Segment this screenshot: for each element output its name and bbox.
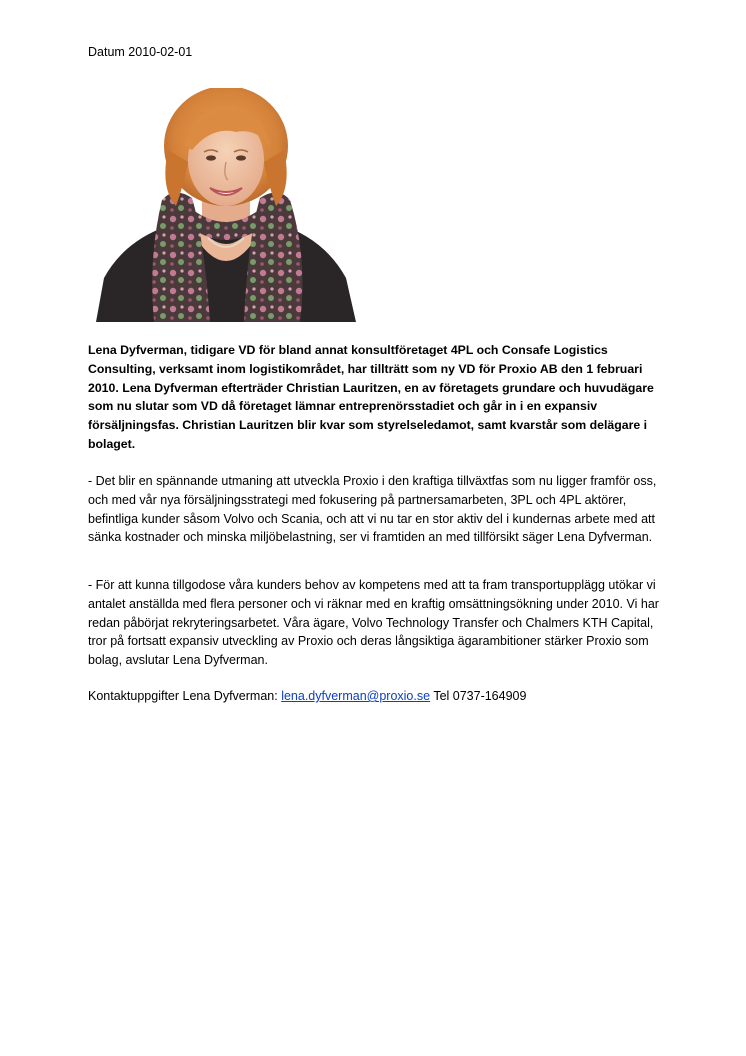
quote-paragraph-2: - För att kunna tillgodose våra kunders behov av kompetens med att ta fram transportupplägg utökar vi antalet anställda med flera personer och vi räknar med en kraftig omsättningsökning under 2010. Vi har redan påbörjat rekryteringsarbetet. Våra ägare, Volvo Technology Transfer och Chalmers KTH Capital, tror på fortsatt expansiv utveckling av Proxio och deras långsiktiga ägarambitioner stärker Proxio som bolag, avslutar Lena Dyfverman.: [88, 578, 659, 668]
contact-phone: Tel 0737-164909: [433, 689, 527, 703]
portrait-photo: [96, 88, 356, 322]
document-date: Datum 2010-02-01: [88, 45, 193, 59]
lead-paragraph: Lena Dyfverman, tidigare VD för bland annat konsultföretaget 4PL och Consafe Logistics Consulting, verksamt inom logistikområdet, har tillträtt som ny VD för Proxio AB den 1 februari 2010. Lena Dyfverman efterträder Christian Lauritzen, en av företagets grundare och huvudägare som nu slutar som VD då företaget lämnar entreprenörsstadiet och går in i en expansiv försäljningsfas. Christian Lauritzen blir kvar som styrelseledamot, samt kvarstår som delägare i bolaget.: [88, 343, 654, 451]
quote-paragraph-1: - Det blir en spännande utmaning att utveckla Proxio i den kraftiga tillväxtfas som nu ligger framför oss, och med vår nya försäljningsstrategi med fokusering på partnersamarbeten, 3PL och 4PL aktörer, befintliga kunder såsom Volvo och Scania, och att vi nu tar en stor aktiv del i kundernas arbete med att sänka kostnader och minska miljöbelastning, ser vi framtiden an med tillförsikt säger Lena Dyfverman.: [88, 474, 657, 545]
email-link[interactable]: lena.dyfverman@proxio.se: [281, 689, 431, 703]
contact-line: [88, 687, 668, 706]
contact-label: Kontaktuppgifter Lena Dyfverman:: [88, 689, 278, 703]
